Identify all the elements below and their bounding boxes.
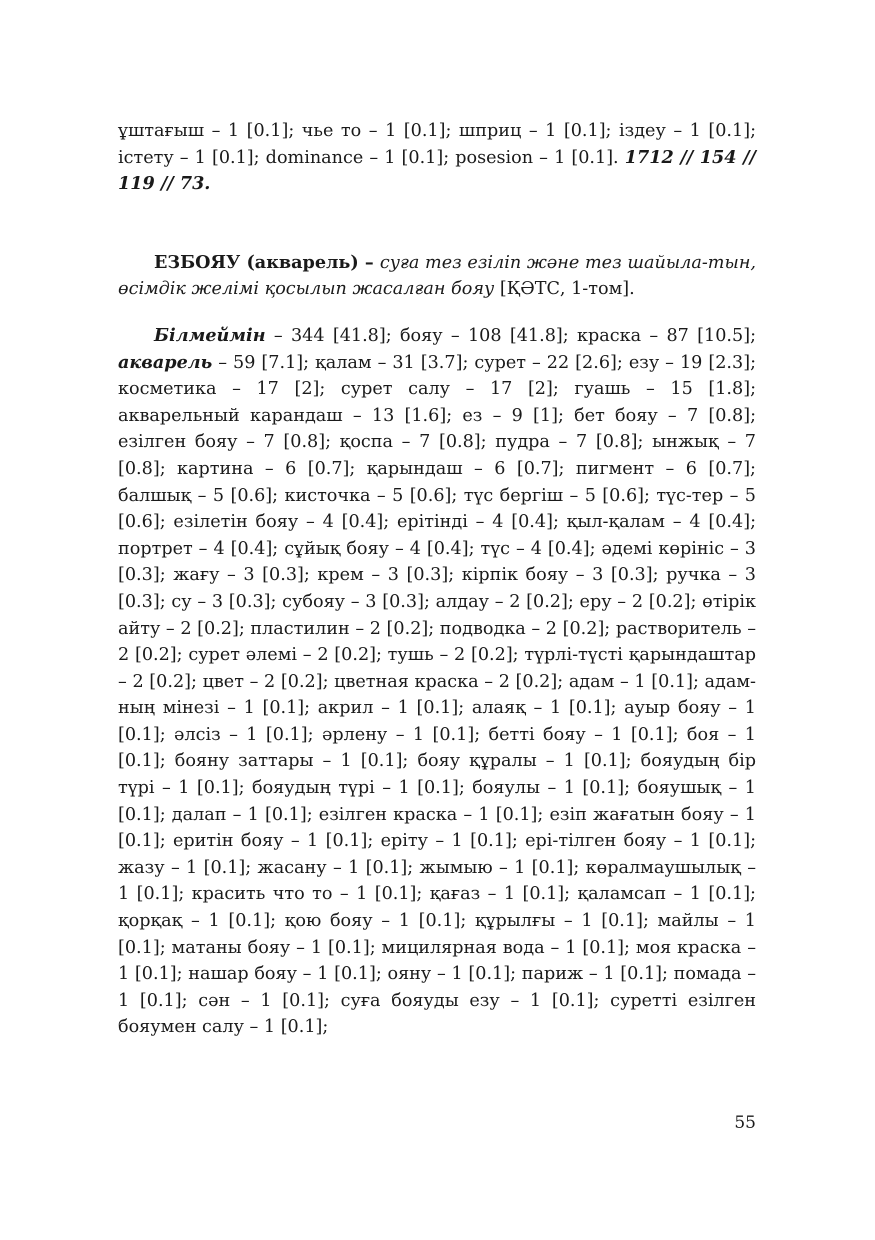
source-reference: [ҚӘТС, 1-том].: [494, 279, 635, 300]
paragraph-spacer: [118, 303, 756, 323]
entry-definition: [118, 250, 756, 303]
stimulus-word: акварель: [118, 351, 213, 373]
continuation-text: ұштағыш – 1 [0.1]; чье то – 1 [0.1]; шприц – 1 [0.1]; іздеу – 1 [0.1]; істету – 1 [0.1]; dominance – 1 [0.1]; posesion – 1 [0.1].: [118, 121, 756, 168]
responses-paragraph: [118, 323, 756, 1041]
section-spacer: [118, 198, 756, 250]
page-body: [118, 118, 756, 1041]
definition-text: суға тез езіліп және тез шайыла-тын, өсімдік желімі қосылып жасалған бояу: [118, 252, 756, 300]
page-number: 55: [734, 1113, 756, 1133]
entry-headword: ЕЗБОЯУ (акварель) –: [154, 251, 380, 273]
lead-word: Білмеймін: [154, 324, 266, 346]
continuation-paragraph: [118, 118, 756, 198]
responses-text-part1: – 344 [41.8]; бояу – 108 [41.8]; краска – 87 [10.5];: [265, 325, 756, 346]
responses-text-part2: – 59 [7.1]; қалам – 31 [3.7]; сурет – 22 [2.6]; езу – 19 [2.3]; косметика – 17 [2]; сурет салу – 17 [2]; гуашь – 15 [1.8]; акварельный карандаш – 13 [1.6]; ез – 9 [1]; бет бояу – 7 [0.8]; езілген бояу – 7 [0.8]; қоспа – 7 [0.8]; пудра – 7 [0.8]; ынжық – 7 [0.8]; картина – 6 [0.7]; қарындаш – 6 [0.7]; пигмент – 6 [0.7]; балшық – 5 [0.6]; кисточка – 5 [0.6]; түс бергіш – 5 [0.6]; түс-тер – 5 [0.6]; езілетін бояу – 4 [0.4]; ерітінді – 4 [0.4]; қыл-қалам – 4 [0.4]; портрет – 4 [0.4]; сұйық бояу – 4 [0.4]; түс – 4 [0.4]; әдемі көрініс – 3 [0.3]; жағу – 3 [0.3]; крем – 3 [0.3]; кірпік бояу – 3 [0.3]; ручка – 3 [0.3]; су – 3 [0.3]; субояу – 3 [0.3]; алдау – 2 [0.2]; еру – 2 [0.2]; өтірік айту – 2 [0.2]; пластилин – 2 [0.2]; подводка – 2 [0.2]; растворитель – 2 [0.2]; сурет әлемі – 2 [0.2]; тушь – 2 [0.2]; түрлі-түсті қарындаштар – 2 [0.2]; цвет – 2 [0.2]; цветная краска – 2 [0.2]; адам – 1 [0.1]; адам-ның мінезі – 1 [0.1]; акрил – 1 [0.1]; алаяқ – 1 [0.1]; ауыр бояу – 1 [0.1]; әлсіз – 1 [0.1]; әрлену – 1 [0.1]; бетті бояу – 1 [0.1]; боя – 1 [0.1]; бояну заттары – 1 [0.1]; бояу құралы – 1 [0.1]; бояудың бір түрі – 1 [0.1]; бояудың түрі – 1 [0.1]; бояулы – 1 [0.1]; бояушық – 1 [0.1]; далап – 1 [0.1]; езілген краска – 1 [0.1]; езіп жағатын бояу – 1 [0.1]; еритін бояу – 1 [0.1]; еріту – 1 [0.1]; ері-тілген бояу – 1 [0.1]; жазу – 1 [0.1]; жасану – 1 [0.1]; жымыю – 1 [0.1]; көралмаушылық – 1 [0.1]; красить что то – 1 [0.1]; қағаз – 1 [0.1]; қаламсап – 1 [0.1]; қорқақ – 1 [0.1]; қою бояу – 1 [0.1]; құрылғы – 1 [0.1]; майлы – 1 [0.1]; матаны бояу – 1 [0.1]; мицилярная вода – 1 [0.1]; моя краска – 1 [0.1]; нашар бояу – 1 [0.1]; ояну – 1 [0.1]; париж – 1 [0.1]; помада – 1 [0.1]; сән – 1 [0.1]; суға бояуды езу – 1 [0.1]; суретті езілген бояумен салу – 1 [0.1];: [118, 352, 756, 1038]
totals-summary: 1712 // 154 // 119 // 73.: [118, 146, 756, 195]
